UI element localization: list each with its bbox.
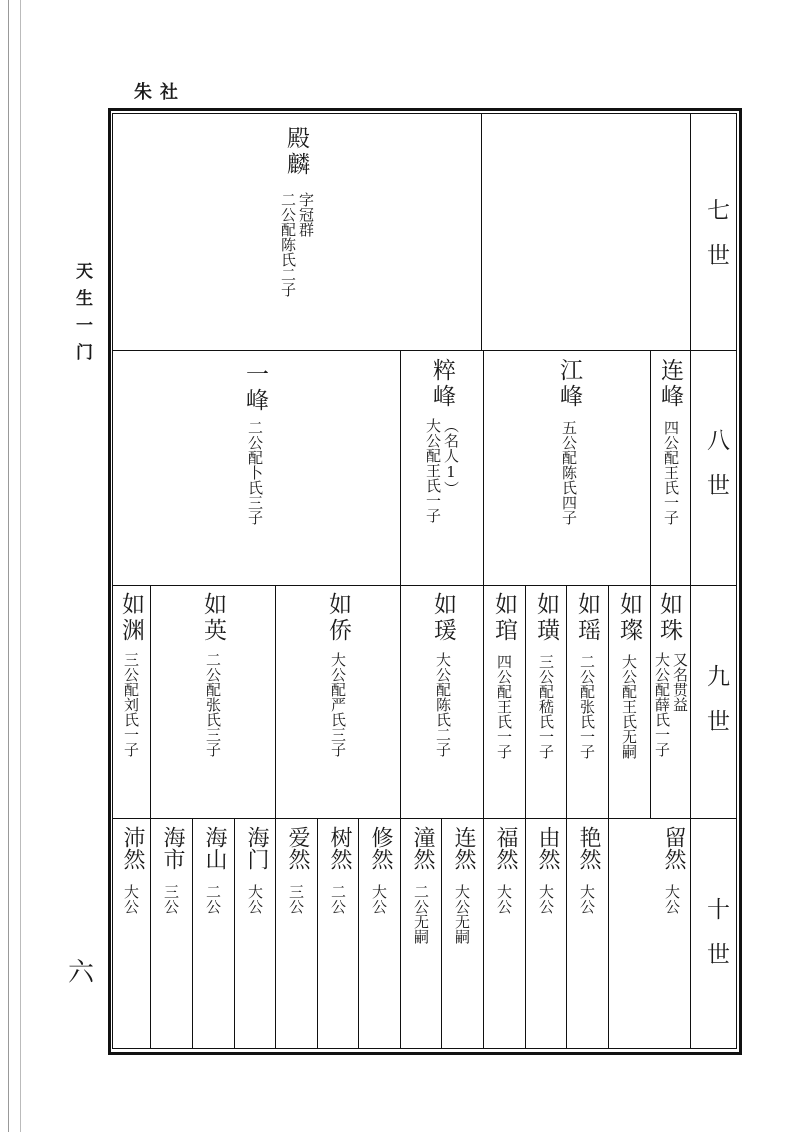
gen10-divider — [192, 818, 193, 1049]
generation-label-8: 八世 — [703, 428, 729, 518]
person-note: 又名贯益 — [671, 652, 689, 712]
person-name: 江峰 — [556, 358, 582, 410]
gen10-divider — [566, 818, 567, 1049]
gen10-divider — [400, 818, 401, 1049]
person-note: 大公配严氏三子 — [329, 652, 347, 757]
person-note: 大公 — [495, 884, 513, 914]
person-note: 三公配刘氏一子 — [122, 652, 140, 757]
row-divider-9-10 — [112, 818, 737, 819]
gen10-divider — [317, 818, 318, 1049]
gen10-divider — [275, 818, 276, 1049]
gen9-divider — [608, 585, 609, 818]
person-name: 爱然 — [285, 826, 310, 870]
person-note: 二公 — [204, 884, 222, 914]
page-header-title: 朱社 — [134, 82, 186, 103]
person-name: 如璨 — [616, 592, 642, 644]
person-name: 如珠 — [656, 592, 682, 644]
gen10-divider — [525, 818, 526, 1049]
person-name: 修然 — [368, 826, 393, 870]
person-note: 四公配王氏一子 — [662, 420, 680, 525]
person-name: 一峰 — [242, 362, 268, 414]
person-note: 大公配王氏无嗣 — [620, 654, 638, 759]
gen10-divider — [358, 818, 359, 1049]
person-note: 大公 — [578, 884, 596, 914]
person-name: 海市 — [160, 826, 185, 870]
person-note: 三公 — [162, 884, 180, 914]
person-name: 福然 — [493, 826, 518, 870]
person-note: 二公配张氏一子 — [578, 654, 596, 759]
person-note: 字冠群 — [297, 192, 315, 237]
person-note: 三公配嵇氏一子 — [537, 654, 555, 759]
person-note: 大公配王氏一子 — [424, 418, 442, 523]
row-divider-7-8 — [112, 350, 737, 351]
person-note: （名人1） — [442, 418, 460, 496]
person-note: 大公 — [537, 884, 555, 914]
person-note: 大公 — [246, 884, 264, 914]
person-note: 四公配王氏一子 — [495, 654, 513, 759]
branch-label: 天生一门 — [72, 262, 92, 370]
gen10-divider — [483, 818, 484, 1049]
person-name: 殿麟 — [283, 126, 309, 178]
person-note: 二公配张氏三子 — [204, 652, 222, 757]
person-name: 留然 — [661, 826, 686, 870]
person-name: 如英 — [200, 592, 226, 644]
generation-column-divider — [690, 113, 691, 1049]
gen8-divider — [483, 350, 484, 585]
person-note: 五公配陈氏四子 — [560, 420, 578, 525]
gen9-divider — [525, 585, 526, 818]
person-name: 如渊 — [118, 592, 144, 644]
gen9-divider — [650, 585, 651, 818]
person-name: 树然 — [327, 826, 352, 870]
generation-label-9: 九世 — [703, 664, 729, 754]
gen10-divider — [608, 818, 609, 1049]
gen9-divider — [483, 585, 484, 818]
gen7-divider — [481, 113, 482, 350]
generation-label-7: 七世 — [703, 198, 729, 288]
person-name: 艳然 — [576, 826, 601, 870]
gen10-divider — [150, 818, 151, 1049]
person-name: 沛然 — [120, 826, 145, 870]
gen10-divider — [441, 818, 442, 1049]
person-name: 如璜 — [533, 592, 559, 644]
gen9-divider — [150, 585, 151, 818]
person-name: 如琯 — [491, 592, 517, 644]
person-name: 如瑗 — [430, 592, 456, 644]
person-name: 海山 — [202, 826, 227, 870]
gen10-divider — [234, 818, 235, 1049]
gen8-divider — [650, 350, 651, 585]
page-edge-line — [20, 0, 21, 1132]
person-note: 二公配卜氏三子 — [246, 420, 264, 525]
person-name: 如瑶 — [574, 592, 600, 644]
person-name: 由然 — [535, 826, 560, 870]
person-name: 如侨 — [325, 592, 351, 644]
row-divider-8-9 — [112, 585, 737, 586]
page-edge-line — [8, 0, 9, 1132]
person-name: 连峰 — [657, 358, 683, 410]
person-note: 大公无嗣 — [453, 884, 471, 944]
person-name: 粹峰 — [429, 358, 455, 410]
gen8-divider — [400, 350, 401, 585]
person-name: 连然 — [451, 826, 476, 870]
gen9-divider — [275, 585, 276, 818]
person-note: 二公无嗣 — [412, 884, 430, 944]
person-note: 二公配陈氏二子 — [279, 192, 297, 297]
person-note: 二公 — [329, 884, 347, 914]
page-number: 六 — [68, 958, 95, 988]
person-note: 大公配薛氏一子 — [653, 652, 671, 757]
person-note: 大公 — [122, 884, 140, 914]
person-note: 大公配陈氏二子 — [434, 652, 452, 757]
person-note: 大公 — [663, 884, 681, 914]
person-note: 大公 — [370, 884, 388, 914]
person-name: 海门 — [244, 826, 269, 870]
person-note: 三公 — [287, 884, 305, 914]
person-name: 潼然 — [410, 826, 435, 870]
gen9-divider — [400, 585, 401, 818]
gen9-divider — [566, 585, 567, 818]
generation-label-10: 十世 — [703, 897, 729, 987]
